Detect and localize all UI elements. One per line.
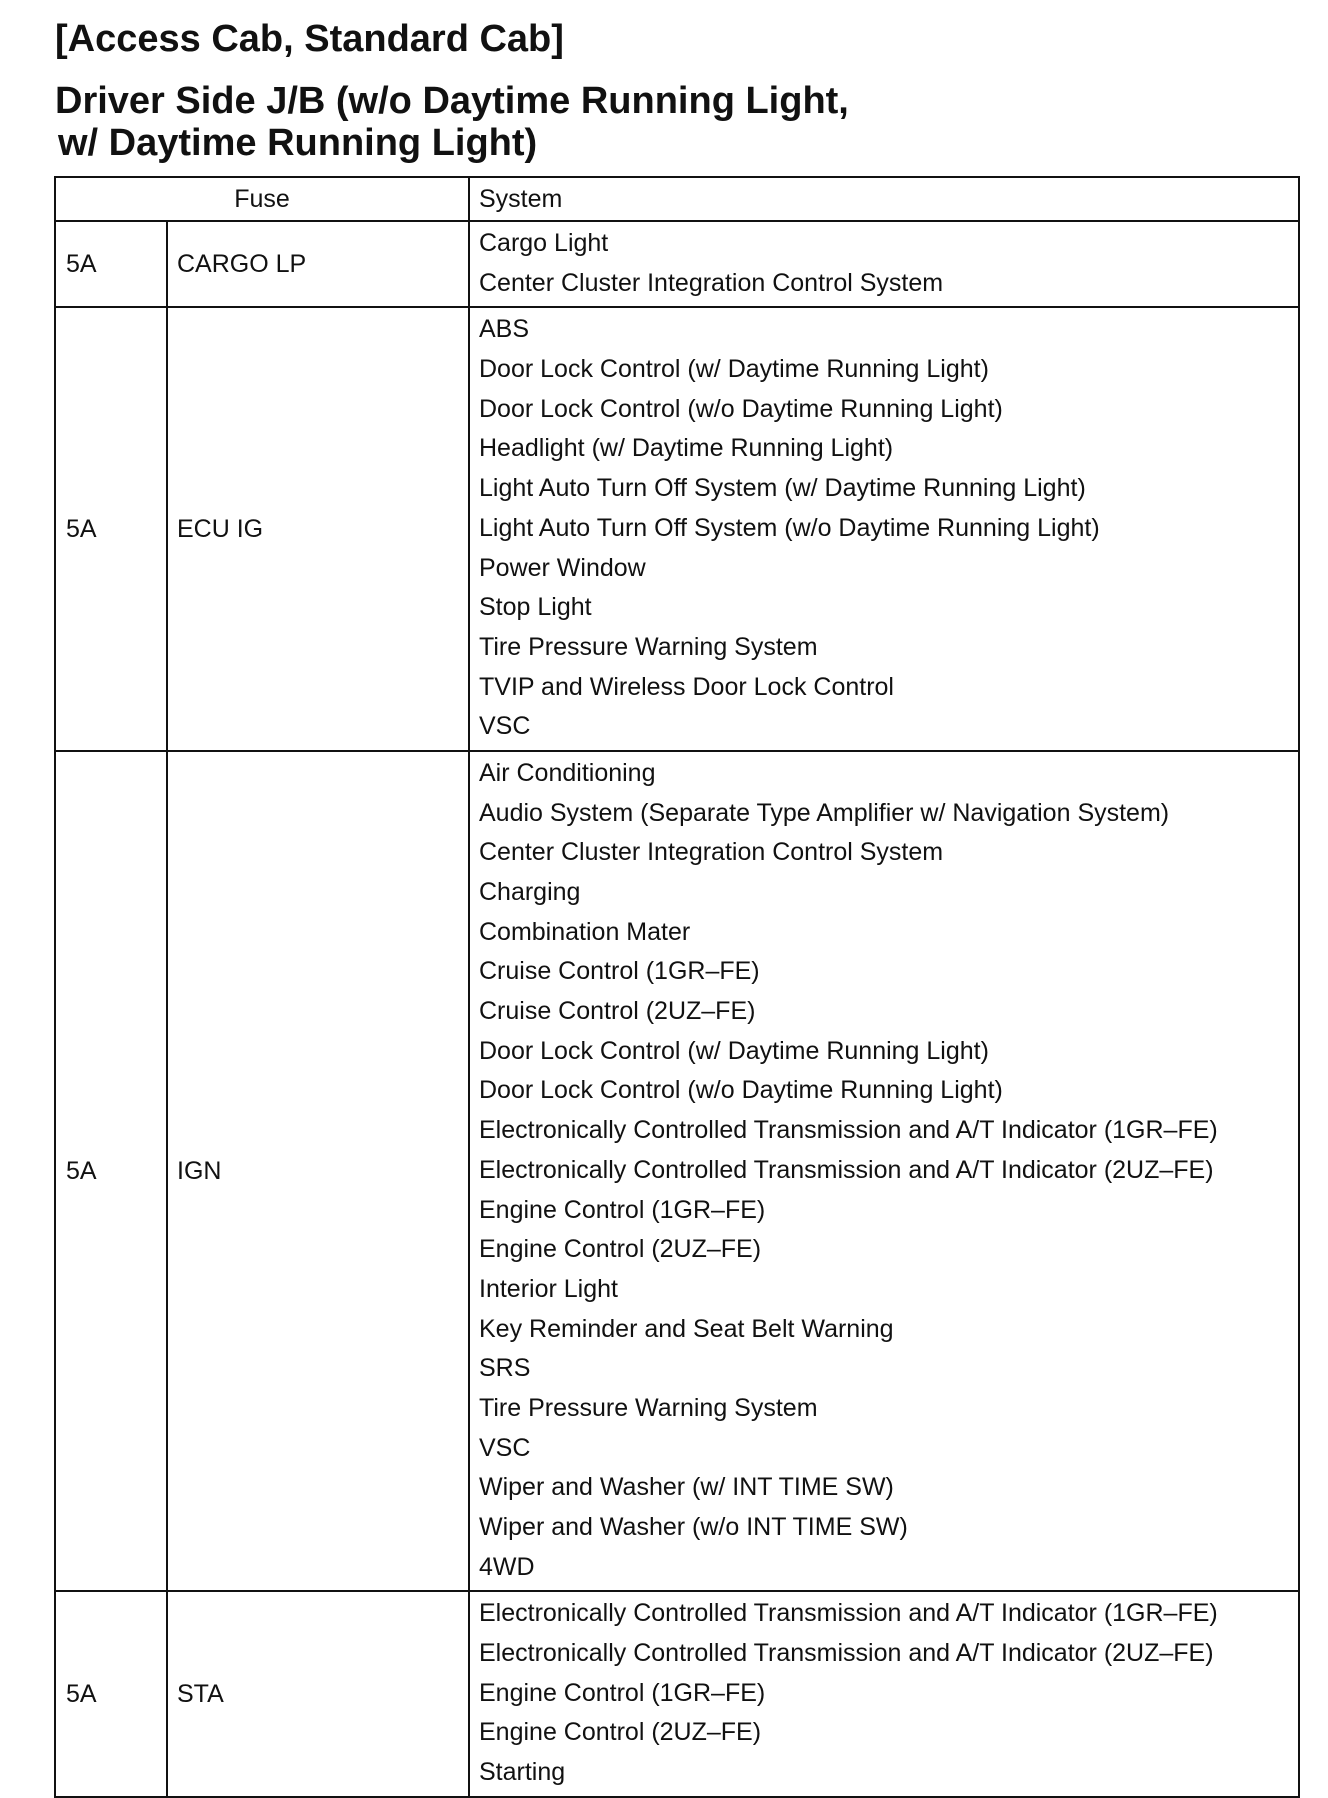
system-item: Wiper and Washer (w/ INT TIME SW) xyxy=(479,1473,894,1502)
system-item: Door Lock Control (w/ Daytime Running Light) xyxy=(479,1036,989,1065)
system-item: Stop Light xyxy=(479,593,592,622)
system-item: Electronically Controlled Transmission and A/T Indicator (2UZ–FE) xyxy=(479,1155,1214,1184)
fuse-row xyxy=(55,221,1299,307)
fuse-name: IGN xyxy=(167,751,469,1591)
system-item: VSC xyxy=(479,1433,531,1462)
system-item: VSC xyxy=(479,712,531,741)
system-item: Charging xyxy=(479,878,581,906)
fuse-name: ECU IG xyxy=(167,307,469,751)
system-item: Engine Control (1GR–FE) xyxy=(479,1678,766,1707)
fuse-row xyxy=(55,1591,1299,1796)
system-item: ABS xyxy=(479,315,530,344)
fuse-row xyxy=(55,751,1299,1591)
section-title-line-1: Driver Side J/B (w/o Daytime Running Light, xyxy=(55,80,849,122)
page-heading: [Access Cab, Standard Cab] xyxy=(55,18,564,60)
system-item: Wiper and Washer (w/o INT TIME SW) xyxy=(479,1513,908,1541)
fuse-row xyxy=(55,307,1299,751)
fuse-name: STA xyxy=(167,1591,469,1796)
system-item: Electronically Controlled Transmission and A/T Indicator (2UZ–FE) xyxy=(479,1639,1214,1668)
system-item: Light Auto Turn Off System (w/o Daytime Running Light) xyxy=(479,513,1100,542)
system-item: Starting xyxy=(479,1758,566,1787)
table-header-row xyxy=(55,177,1299,221)
system-item: Tire Pressure Warning System xyxy=(479,1393,818,1422)
system-item: Cruise Control (1GR–FE) xyxy=(479,957,760,986)
system-item: Headlight (w/ Daytime Running Light) xyxy=(479,434,894,463)
system-item: Cargo Light xyxy=(479,229,609,257)
system-item: Center Cluster Integration Control System xyxy=(479,838,944,867)
system-item: Door Lock Control (w/ Daytime Running Light) xyxy=(479,355,989,384)
system-item: Cruise Control (2UZ–FE) xyxy=(479,997,756,1026)
fuse-amperage: 5A xyxy=(55,307,167,751)
system-item: TVIP and Wireless Door Lock Control xyxy=(479,672,894,701)
system-item: Light Auto Turn Off System (w/ Daytime Running Light) xyxy=(479,474,1086,503)
system-item: Engine Control (2UZ–FE) xyxy=(479,1235,762,1264)
system-item: SRS xyxy=(479,1354,531,1383)
system-item: Tire Pressure Warning System xyxy=(479,632,818,661)
system-item: Electronically Controlled Transmission and A/T Indicator (1GR–FE) xyxy=(479,1116,1218,1145)
section-title-line-2: w/ Daytime Running Light) xyxy=(58,122,538,164)
system-item: Key Reminder and Seat Belt Warning xyxy=(479,1314,894,1343)
system-item: Door Lock Control (w/o Daytime Running Light) xyxy=(479,1076,1003,1105)
system-item: Interior Light xyxy=(479,1274,618,1303)
fuse-amperage: 5A xyxy=(55,751,167,1591)
fuse-column-header: Fuse xyxy=(55,177,469,221)
section-title xyxy=(55,80,849,164)
system-item: Power Window xyxy=(479,553,646,582)
system-item: Air Conditioning xyxy=(479,758,656,787)
system-item: Engine Control (1GR–FE) xyxy=(479,1195,766,1224)
fuse-amperage: 5A xyxy=(55,221,167,307)
system-item: Door Lock Control (w/o Daytime Running Light) xyxy=(479,394,1003,423)
system-column-header: System xyxy=(469,177,1299,221)
system-item: Center Cluster Integration Control System xyxy=(479,268,944,297)
fuse-name: CARGO LP xyxy=(167,221,469,307)
fuse-table-body xyxy=(55,221,1299,1797)
system-item: Engine Control (2UZ–FE) xyxy=(479,1718,762,1747)
system-item: 4WD xyxy=(479,1552,535,1581)
fuse-systems-cell xyxy=(469,1591,1299,1796)
system-item: Combination Mater xyxy=(479,917,691,946)
system-item: Audio System (Separate Type Amplifier w/ Navigation System) xyxy=(479,798,1170,827)
fuse-systems-cell xyxy=(469,307,1299,751)
fuse-systems-cell xyxy=(469,751,1299,1591)
fuse-systems-cell xyxy=(469,221,1299,307)
fuse-amperage: 5A xyxy=(55,1591,167,1796)
system-item: Electronically Controlled Transmission and A/T Indicator (1GR–FE) xyxy=(479,1599,1218,1628)
fuse-table xyxy=(54,176,1300,1798)
